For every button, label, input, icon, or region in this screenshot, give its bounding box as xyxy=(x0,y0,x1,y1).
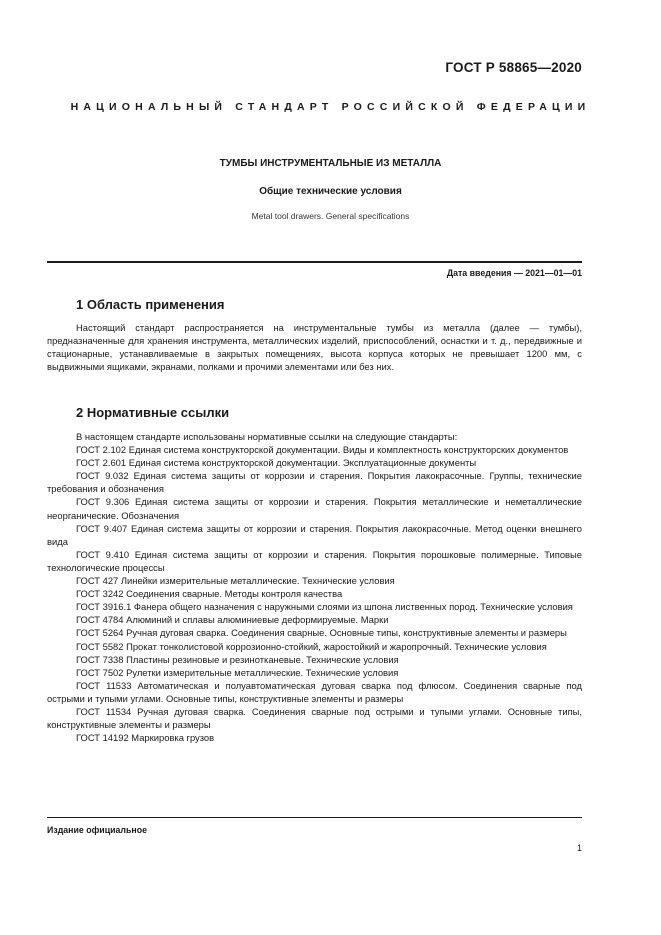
reference-item: ГОСТ 9.407 Единая система защиты от коррозии и старения. Покрытия лакокрасочные. Метод оценки внешнего вида xyxy=(47,522,582,547)
official-edition-label: Издание официальное xyxy=(47,825,147,835)
document-subtitle: Общие технические условия xyxy=(259,186,402,197)
reference-item: ГОСТ 7502 Рулетки измерительные металлические. Технические условия xyxy=(76,666,399,678)
reference-item: ГОСТ 9.306 Единая система защиты от коррозии и старения. Покрытия металлические и неметаллические неорганические. Обозначения xyxy=(47,496,582,521)
reference-item: ГОСТ 9.032 Единая система защиты от коррозии и старения. Покрытия лакокрасочные. Группы, технические требования и обозначения xyxy=(47,470,582,495)
reference-item: ГОСТ 11533 Автоматическая и полуавтоматическая дуговая сварка под флюсом. Соединения сварные под острыми и тупыми углами. Основные типы, конструктивные элементы и размеры xyxy=(47,679,582,704)
section-1-heading: 1 Область применения xyxy=(76,297,225,312)
national-standard-heading: НАЦИОНАЛЬНЫЙ СТАНДАРТ РОССИЙСКОЙ ФЕДЕРАЦИИ xyxy=(70,101,591,113)
section-2-body xyxy=(47,430,582,744)
footer-divider xyxy=(47,817,582,818)
paragraph: Настоящий стандарт распространяется на инструментальные тумбы из металла (далее — тумбы), предназначенные для хранения инструмента, металлических изделий, приспособлений, оснастки и т. д., передвижные и стационарные, устанавливаемые в закрытых помещениях, высота корпуса которых не превышает 1200 мм, с выдвижными ящиками, экранами, полками и прочими элементами или без них. xyxy=(47,322,582,373)
reference-item: ГОСТ 4784 Алюминий и сплавы алюминиевые деформируемые. Марки xyxy=(76,614,389,626)
document-title-english: Metal tool drawers. General specifications xyxy=(251,211,410,221)
section-2-heading: 2 Нормативные ссылки xyxy=(76,405,230,420)
introduction-date: Дата введения — 2021—01—01 xyxy=(446,268,582,278)
reference-item: ГОСТ 3242 Соединения сварные. Методы контроля качества xyxy=(76,588,343,600)
top-divider xyxy=(47,261,582,263)
reference-item: ГОСТ 14192 Маркировка грузов xyxy=(76,732,215,744)
reference-item: ГОСТ 2.601 Единая система конструкторской документации. Эксплуатационные документы xyxy=(76,457,477,469)
reference-item: ГОСТ 9.410 Единая система защиты от коррозии и старения. Покрытия порошковые полимерные. Типовые технологические процессы xyxy=(47,548,582,573)
paragraph: В настоящем стандарте использованы нормативные ссылки на следующие стандарты: xyxy=(76,431,458,442)
reference-item: ГОСТ 11534 Ручная дуговая сварка. Соединения сварные под острыми и тупыми углами. Основные типы, конструктивные элементы и размеры xyxy=(47,705,582,731)
section-1-body xyxy=(47,321,582,373)
reference-item: ГОСТ 5264 Ручная дуговая сварка. Соединения сварные. Основные типы, конструктивные элементы и размеры xyxy=(76,627,567,639)
reference-item: ГОСТ 7338 Пластины резиновые и резинотканевые. Технические условия xyxy=(76,653,399,665)
reference-item: ГОСТ 2.102 Единая система конструкторской документации. Виды и комплектность конструкторских документов xyxy=(76,444,569,456)
reference-item: ГОСТ 5582 Прокат тонколистовой коррозионно-стойкий, жаростойкий и жаропрочный. Технические условия xyxy=(76,640,547,652)
document-title: ТУМБЫ ИНСТРУМЕНТАЛЬНЫЕ ИЗ МЕТАЛЛА xyxy=(219,158,442,169)
reference-item: ГОСТ 3916.1 Фанера общего назначения с наружными слоями из шпона лиственных пород. Технические условия xyxy=(76,601,573,613)
page-number: 1 xyxy=(576,843,582,853)
gost-number: ГОСТ Р 58865—2020 xyxy=(445,60,582,75)
reference-item: ГОСТ 427 Линейки измерительные металлические. Технические условия xyxy=(76,575,395,587)
